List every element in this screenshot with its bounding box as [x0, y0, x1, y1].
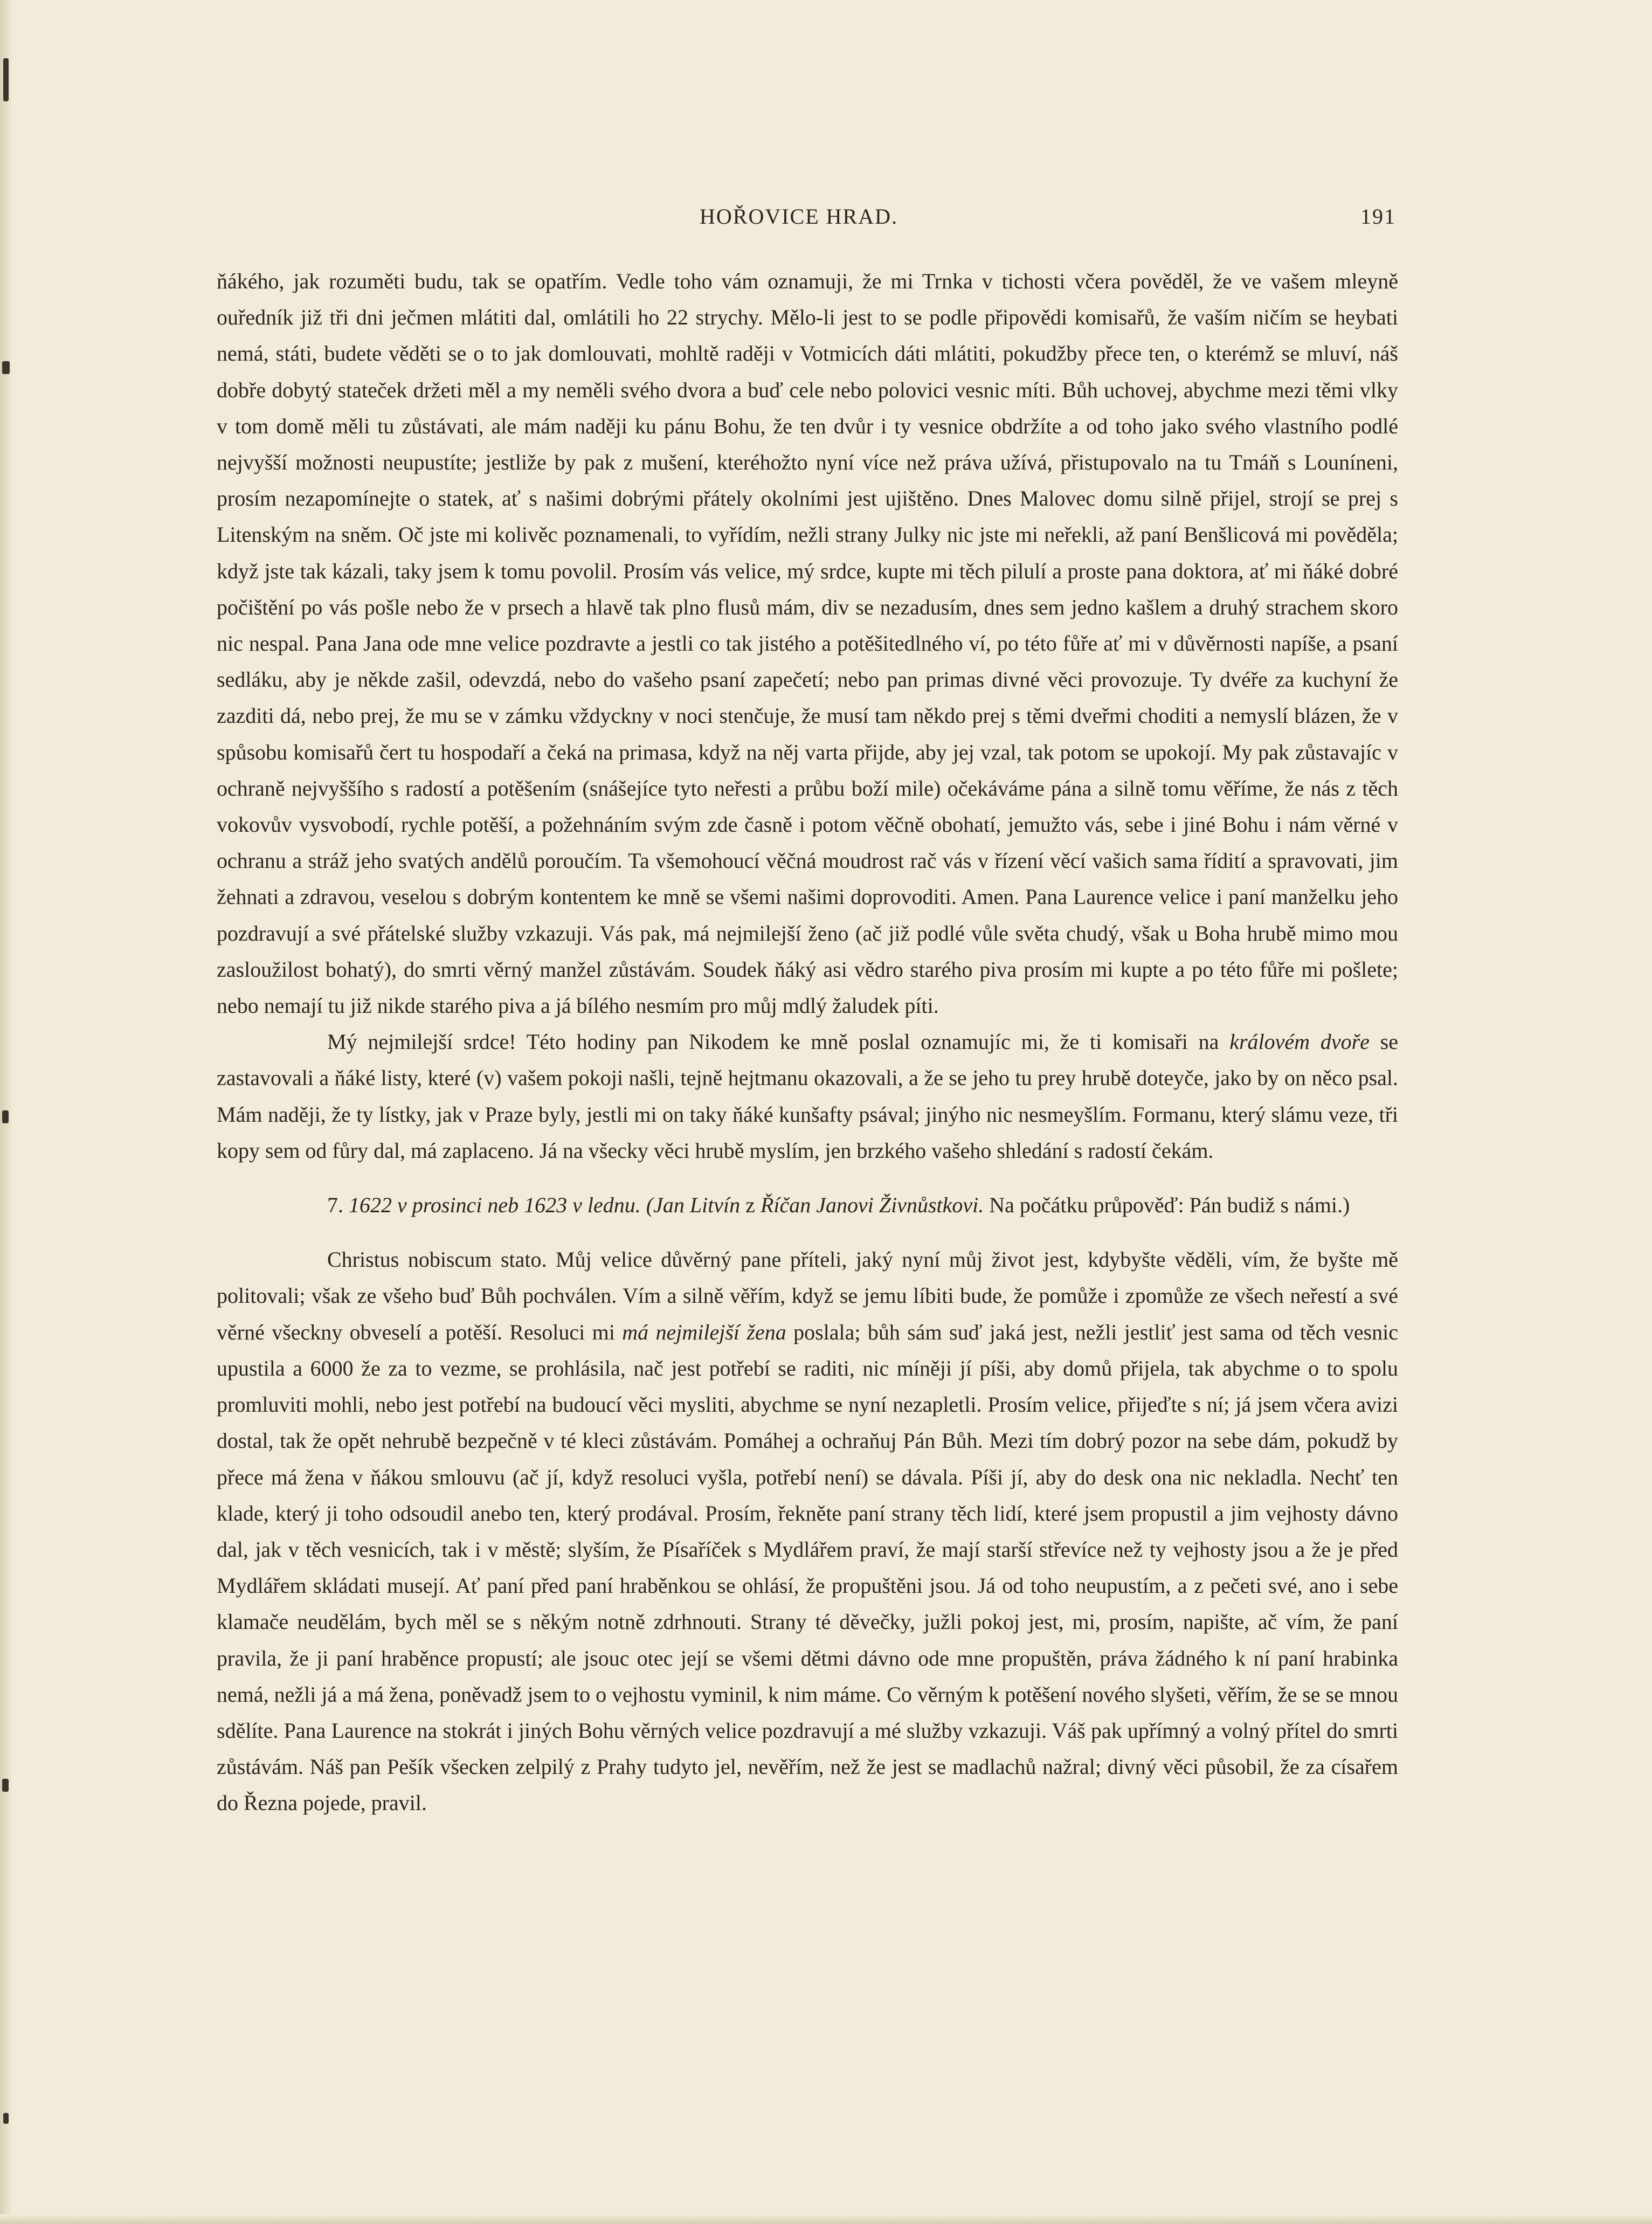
margin-mark — [3, 58, 9, 101]
body-text — [217, 263, 1398, 1821]
paragraph-postscript: Mý nejmilejší srdce! Této hodiny pan Nikodem ke mně poslal oznamujíc mi, že ti komisaři na královém dvoře se zastavovali a ňáké listy, které (v) vašem pokoji našli, tejně hejtmanu okazovali, a že se jeho tu prey hrubě doteyče, jako by on něco psal. Mám naději, že ty lístky, jak v Praze byly, jestli mi on taky ňáké kunšafty psával; jinýho nic nesmeyšlím. Formanu, který slámu veze, tři kopy sem od fůry dal, má zaplaceno. Já na všecky věci hrubě myslím, jen brzkého vašeho shledání s radostí čekám. — [217, 1030, 1399, 1163]
page-number: 191 — [1360, 204, 1396, 229]
paragraph-letter-continued: ňákého, jak rozuměti budu, tak se opatřím. Vedle toho vám oznamuji, že mi Trnka v tichosti včera pověděl, že ve vašem mleyně ouředník již tři dni ječmen mlátiti dal, omlátili ho 22 strychy. Mělo-li jest to se podle připovědi komisařů, že vaším ničím se heybati nemá, státi, budete věděti se o to jak domlouvati, mohltě raději v Votmicích dáti mlátiti, pokudžby přece ten, o kterémž se mluví, náš dobře dobytý stateček držeti měl a my neměli svého dvora a buď cele nebo polovici vesnic míti. Bůh uchovej, abychme mezi těmi vlky v tom domě měli tu zůstávati, ale mám naději ku pánu Bohu, že ten dvůr i ty vesnice obdržíte a od toho jako svého vlastního podlé nejvyšší možnosti neupustíte; jestliže by pak z mušení, kteréhožto nyní více než práva užívá, přistupovalo na tu Tmáň s Louníneni, prosím nezapomínejte o statek, ať s našimi dobrými přátely okolními jest ujištěno. Dnes Malovec domu silně přijel, strojí se prej s Litenským na sněm. Oč jste mi kolivěc poznamenali, to vyřídím, nežli strany Julky nic jste mi neřekli, až paní Benšlicová mi pověděla; když jste tak kázali, taky jsem k tomu povolil. Prosím vás velice, mý srdce, kupte mi těch pilulí a proste pana doktora, ať mi ňáké dobré počištění po vás pošle nebo že v prsech a hlavě tak plno flusů mám, div se nezadusím, dnes sem jedno kašlem a druhý strachem skoro nic nespal. Pana Jana ode mne velice pozdravte a jestli co tak jistého a potěšitedlného ví, po této fůře ať mi v důvěrnosti napíše, a psaní sedláku, aby je někde zašil, odevzdá, nebo do vašeho psaní zapečetí; nebo pan primas divné věci provozuje. Ty dvéře za kuchyní že zazditi dá, nebo prej, že mu se v zámku vždyckny v noci stenčuje, že musí tam někdo prej s těmi dveřmi choditi a nemyslí blázen, že v spůsobu komisařů čert tu hospodaří a čeká na primasa, když na něj varta přijde, aby jej vzal, tak potom se upokojí. My pak zůstavajíc v ochraně nejvyššího s radostí a potěšením (snášejíce tyto neřesti a průbu boží mile) očekáváme pána a silně tomu věříme, že nás z těch vokovův vysvobodí, rychle potěší, a požehnáním svým zde časně i potom věčně obohatí, jemužto vás, sebe i jiné Bohu i nám věrné v ochranu a stráž jeho svatých andělů poroučím. Ta všemohoucí věčná moudrost rač vás v řízení věcí vašich sama řídití a spravovati, jim žehnati a zdravou, veselou s dobrým kontentem ke mně se všemi našimi doprovoditi. Amen. Pana Laurence velice i paní manželku jeho pozdravují a své přátelské služby vzkazuji. Vás pak, má nejmilejší ženo (ač již podlé vůle světa chudý, však u Boha hrubě mimo mou zasloužilost bohatý), do smrti věrný manžel zůstávám. Soudek ňáký asi vědro starého piva prosím mi kupte a po této fůře mi pošlete; nebo nemají tu již nikde starého piva a já bílého nesmím pro můj mdlý žaludek píti. — [217, 269, 1398, 1018]
letter-7-heading: 7. 1622 v prosinci neb 1623 v lednu. (Jan Litvín z Říčan Janovi Živnůstkovi. Na počátku průpověď: Pán budiž s námi.) — [327, 1193, 1350, 1218]
margin-mark — [2, 1779, 9, 1792]
page-bottom-edge — [0, 2214, 1652, 2224]
margin-mark — [2, 361, 10, 374]
margin-mark — [3, 2113, 9, 2124]
page-header — [0, 204, 1652, 241]
running-title: HOŘOVICE HRAD. — [700, 204, 898, 229]
margin-mark — [2, 1110, 9, 1123]
letter-7-body: Christus nobiscum stato. Můj velice důvěrný pane příteli, jaký nyní můj život jest, kdybyšte věděli, vím, že byšte mě politovali; však ze všeho buď Bůh pochválen. Vím a silně věřím, když se jemu líbiti bude, že pomůže i zpomůže ze všech neřestí a své věrné všeckny obveselí a potěší. Resoluci mi má nejmilejší žena poslala; bůh sám suď jaká jest, nežli jestliť jest sama od těch vesnic upustila a 6000 že za to vezme, se prohlásila, nač jest potřebí se raditi, nic míněji jí píši, aby domů přijela, tak abychme o to spolu promluviti mohli, nebo jest potřebí na budoucí věci mysliti, abychme se nyní nezapletli. Prosím velice, přijeďte s ní; já jsem včera avizi dostal, tak že opět nehrubě bezpečně v té kleci zůstávám. Pomáhej a ochraňuj Pán Bůh. Mezi tím dobrý pozor na sebe dám, pokudž by přece má žena v ňákou smlouvu (ač jí, když resoluci vyšla, potřebí není) se dávala. Píši jí, aby do desk ona nic nekladla. Nechť ten klade, který ji toho odsoudil anebo ten, který prodával. Prosím, řekněte paní strany těch lidí, které jsem propustil a jim vejhosty dávno dal, jak v těch vesnicích, tak i v městě; slyším, že Písaříček s Mydlářem praví, že mají starší střevíce než ty vejhosty jsou a že je před Mydlářem skládati musejí. Ať paní před paní hraběnkou se ohlásí, že propuštěni jsou. Já od toho neupustím, a z pečeti své, ano i sebe klamače neudělám, bych měl se s někým notně zdrhnouti. Strany té děvečky, južli pokoj jest, mi, prosím, napište, ač vím, že paní pravila, že ji paní hraběnce propustí; ale jsouc otec její se všemi dětmi dávno ode mne propuštěn, práva žádného k ní paní hrabinka nemá, nežli já a má žena, poněvadž jsem to o vejhostu vyminil, k nim máme. Co věrným k potěšení nového slyšeti, věřím, že se se mnou sdělíte. Pana Laurence na stokrát i jiných Bohu věrných velice pozdravují a mé služby vzkazuji. Váš pak upřímný a volný přítel do smrti zůstávám. Náš pan Pešík všecken zelpilý z Prahy tudyto jel, nevěřím, než že jest se madlachů nažral; divný věci působil, že za císařem do Řezna pojede, pravil. — [217, 1247, 1399, 1815]
